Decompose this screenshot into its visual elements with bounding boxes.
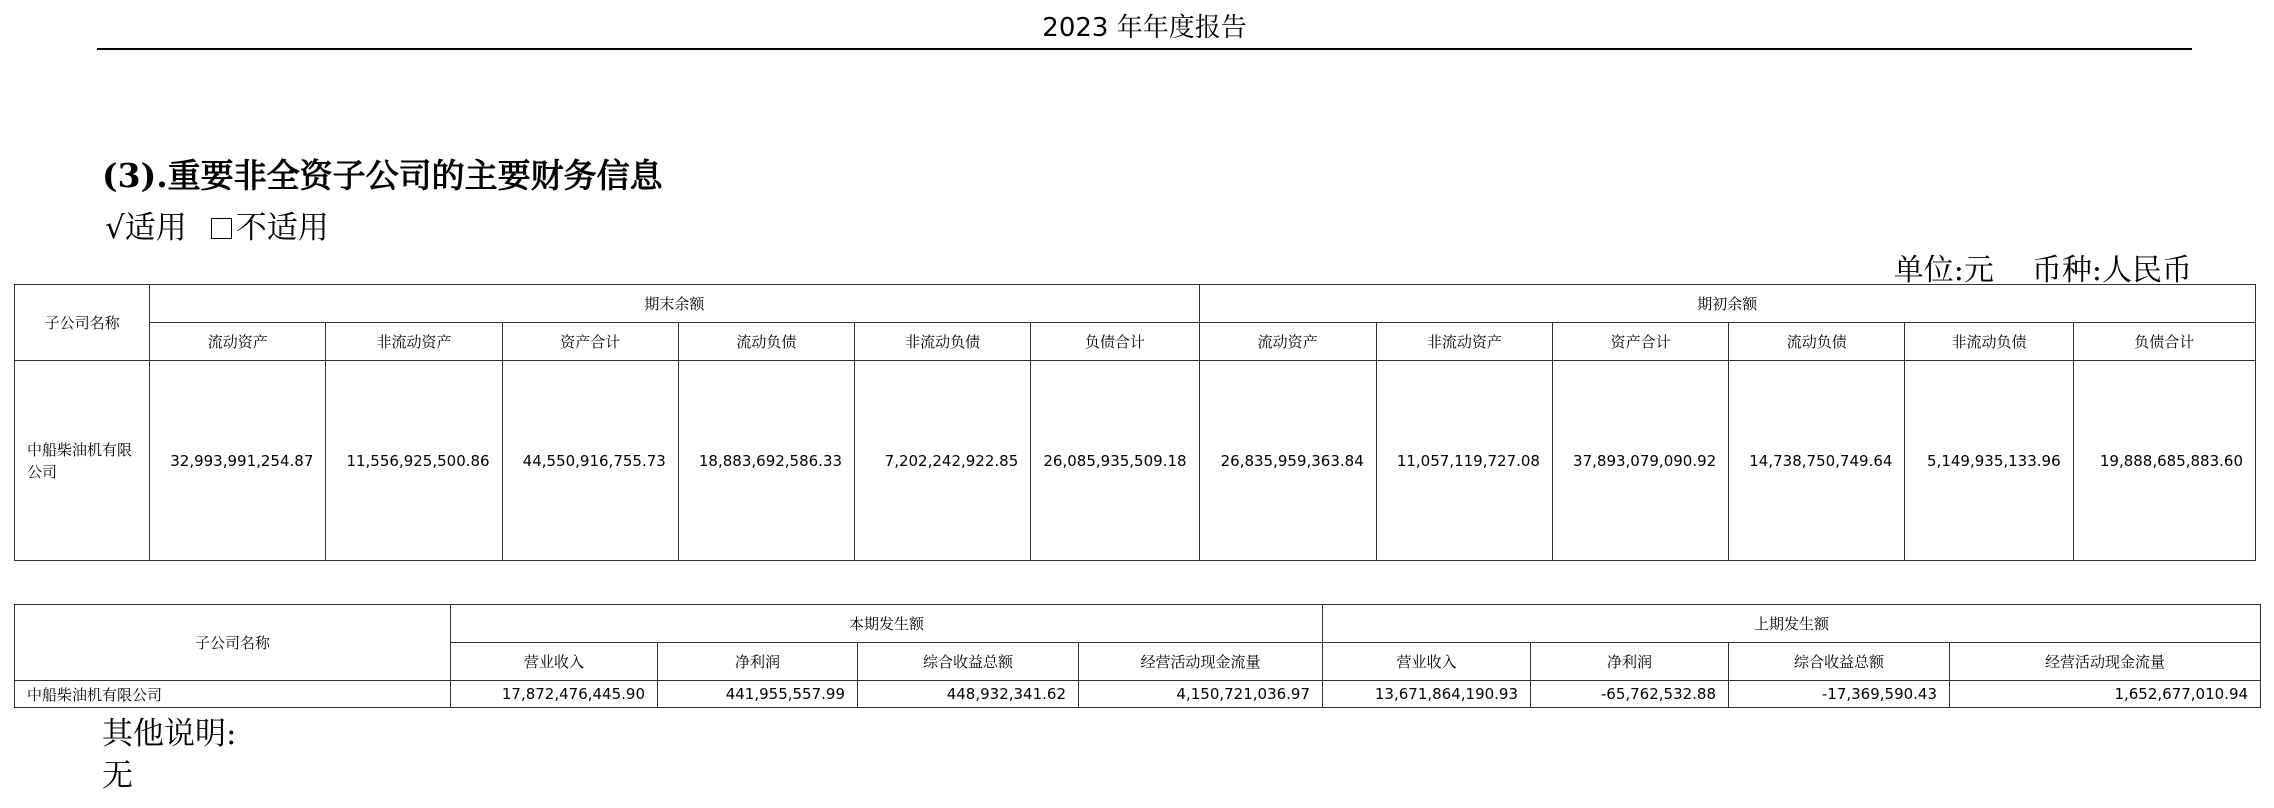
income-table — [14, 604, 2261, 708]
other-notes-text: 无 — [102, 758, 133, 794]
column-header: 流动资产 — [1199, 323, 1376, 361]
subsidiary-name-header: 子公司名称 — [15, 285, 150, 361]
value-cell: 18,883,692,586.33 — [678, 361, 854, 561]
value-cell: -65,762,532.88 — [1531, 681, 1729, 708]
column-header: 非流动资产 — [1376, 323, 1552, 361]
value-cell: 32,993,991,254.87 — [150, 361, 326, 561]
value-cell: 26,835,959,363.84 — [1199, 361, 1376, 561]
period-end-header: 期末余额 — [150, 285, 1199, 323]
subsidiary-name-header: 子公司名称 — [15, 605, 451, 681]
section-title: (3).重要非全资子公司的主要财务信息 — [102, 156, 663, 195]
column-header: 经营活动现金流量 — [1950, 643, 2261, 681]
column-header: 资产合计 — [1552, 323, 1728, 361]
column-header: 非流动资产 — [326, 323, 502, 361]
column-header: 营业收入 — [451, 643, 658, 681]
value-cell: 19,888,685,883.60 — [2073, 361, 2255, 561]
applicable-option: √适用 — [105, 210, 187, 246]
currency-label: 币种:人民币 — [2031, 253, 2192, 288]
previous-period-header: 上期发生额 — [1323, 605, 2261, 643]
column-header: 经营活动现金流量 — [1079, 643, 1323, 681]
header-title: 2023 年年度报告 — [1042, 13, 1247, 43]
value-cell: 11,556,925,500.86 — [326, 361, 502, 561]
column-header: 流动资产 — [150, 323, 326, 361]
column-header: 负债合计 — [2073, 323, 2255, 361]
column-header: 负债合计 — [1031, 323, 1199, 361]
value-cell: 7,202,242,922.85 — [855, 361, 1031, 561]
column-header: 净利润 — [658, 643, 858, 681]
value-cell: 448,932,341.62 — [858, 681, 1079, 708]
column-header: 流动负债 — [1729, 323, 1905, 361]
table-row — [15, 681, 2261, 708]
value-cell: -17,369,590.43 — [1729, 681, 1950, 708]
current-period-header: 本期发生额 — [451, 605, 1323, 643]
not-applicable-option: 不适用 — [235, 210, 329, 246]
other-notes-label: 其他说明: — [102, 716, 237, 752]
subsidiary-name-cell: 中船柴油机有限公司 — [15, 361, 150, 561]
value-cell: 4,150,721,036.97 — [1079, 681, 1323, 708]
value-cell: 44,550,916,755.73 — [502, 361, 678, 561]
balance-sheet-table — [14, 284, 2256, 561]
value-cell: 13,671,864,190.93 — [1323, 681, 1531, 708]
value-cell: 17,872,476,445.90 — [451, 681, 658, 708]
value-cell: 14,738,750,749.64 — [1729, 361, 1905, 561]
column-header: 资产合计 — [502, 323, 678, 361]
unit-currency-line — [1894, 245, 2192, 289]
value-cell: 1,652,677,010.94 — [1950, 681, 2261, 708]
unit-label: 单位:元 — [1893, 253, 1994, 288]
column-header: 非流动负债 — [1905, 323, 2073, 361]
applicability-options — [105, 202, 329, 247]
table-row — [15, 361, 2256, 561]
column-header: 综合收益总额 — [858, 643, 1079, 681]
column-header: 综合收益总额 — [1729, 643, 1950, 681]
subsidiary-name-cell: 中船柴油机有限公司 — [15, 681, 451, 708]
value-cell: 11,057,119,727.08 — [1376, 361, 1552, 561]
column-header: 非流动负债 — [855, 323, 1031, 361]
value-cell: 37,893,079,090.92 — [1552, 361, 1728, 561]
column-header: 营业收入 — [1323, 643, 1531, 681]
column-header: 净利润 — [1531, 643, 1729, 681]
value-cell: 441,955,557.99 — [658, 681, 858, 708]
period-begin-header: 期初余额 — [1199, 285, 2255, 323]
empty-checkbox-icon — [211, 218, 232, 239]
value-cell: 26,085,935,509.18 — [1031, 361, 1199, 561]
page-header — [97, 10, 2192, 50]
column-header: 流动负债 — [678, 323, 854, 361]
value-cell: 5,149,935,133.96 — [1905, 361, 2073, 561]
